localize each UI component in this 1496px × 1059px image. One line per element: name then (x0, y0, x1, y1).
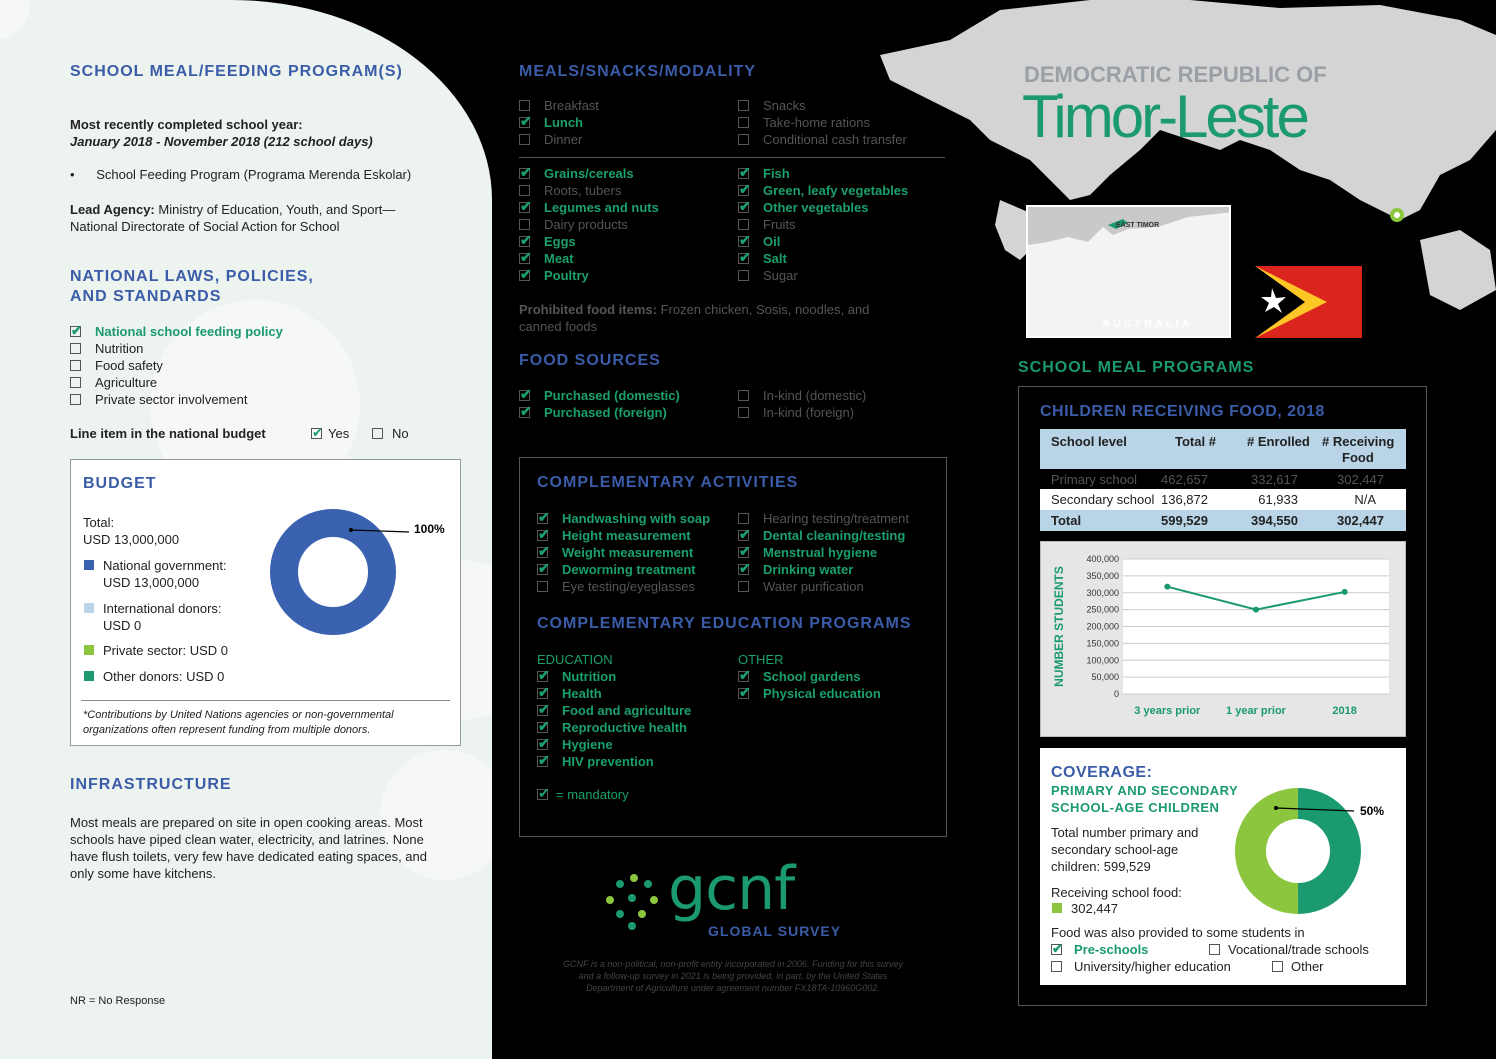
comp-label: Menstrual hygiene (763, 545, 878, 560)
edu-label: HIV prevention (562, 754, 654, 769)
intl-value: USD 0 (103, 618, 142, 633)
meal-label: Lunch (544, 115, 583, 130)
td: 462,657 (1161, 472, 1208, 487)
x-tick-label: 2018 (1332, 705, 1357, 717)
prohibited-text: canned foods (519, 319, 598, 334)
also-item (1209, 941, 1369, 958)
food-label: Eggs (544, 234, 576, 249)
checkbox-empty-icon (738, 117, 749, 128)
y-axis-label: NUMBER STUDENTS (1052, 566, 1066, 687)
checkbox-checked-icon (70, 326, 81, 337)
foods-col1 (519, 165, 659, 284)
comp-label: Dental cleaning/testing (763, 528, 906, 543)
y-tick-label: 200,000 (1086, 621, 1119, 632)
checkbox-checked-icon (738, 202, 749, 213)
comp-item (738, 578, 909, 595)
intl-label: International donors: (103, 601, 222, 616)
divider (81, 700, 450, 701)
food-label: Fish (763, 166, 790, 181)
food-label: Roots, tubers (544, 183, 622, 198)
checkbox-checked-icon (519, 202, 530, 213)
law-label: Private sector involvement (95, 392, 248, 407)
edu-col2 (738, 668, 881, 702)
checkbox-checked-icon (537, 564, 548, 575)
food-label: Other vegetables (763, 200, 869, 215)
budget-footnote (83, 708, 394, 738)
th-receiving: # Receiving (1322, 434, 1395, 449)
checkbox-checked-icon (738, 564, 749, 575)
food-label: Salt (763, 251, 787, 266)
edu-col1 (537, 668, 691, 770)
programs-title: SCHOOL MEAL PROGRAMS (1018, 359, 1255, 376)
coverage-sub1: PRIMARY AND SECONDARY (1051, 783, 1239, 798)
gcnf-logo-sub: GLOBAL SURVEY (708, 923, 842, 939)
line-chart-svg (1041, 542, 1407, 738)
coverage-box (1040, 748, 1406, 985)
coverage-pct: 50% (1360, 804, 1385, 818)
checkbox-checked-icon (537, 739, 548, 750)
source-item (738, 387, 866, 404)
checkbox-checked-icon (519, 270, 530, 281)
donut-leader-dot (349, 528, 353, 532)
y-tick-label: 350,000 (1086, 570, 1119, 581)
y-tick-label: 150,000 (1086, 638, 1119, 649)
receiving-swatch (1052, 903, 1062, 913)
meal-item (519, 114, 599, 131)
comp-item (537, 510, 710, 527)
edu-item (537, 736, 691, 753)
comp-item (738, 544, 909, 561)
footnote-line: organizations often represent funding from multiple donors. (83, 724, 371, 736)
checkbox-checked-icon (738, 547, 749, 558)
inset-label-australia: AUSTRALIA (1102, 318, 1193, 330)
edu-head-1: EDUCATION (537, 652, 613, 667)
edu-item (537, 668, 691, 685)
nr-note: NR = No Response (70, 995, 166, 1007)
checkbox-empty-icon (519, 134, 530, 145)
checkbox-empty-icon (738, 134, 749, 145)
law-label: Agriculture (95, 375, 158, 390)
checkbox-empty-icon (519, 185, 530, 196)
disclaimer (519, 958, 947, 994)
coverage-receiving-label: Receiving school food: (1051, 885, 1182, 900)
lead-agency-label: Lead Agency: (70, 202, 155, 217)
checkbox-checked-icon (537, 722, 548, 733)
law-label: National school feeding policy (95, 324, 283, 339)
coverage-total (1051, 824, 1198, 875)
source-label: Purchased (foreign) (544, 405, 667, 420)
prohibited-text: Frozen chicken, Sosis, noodles, and (656, 302, 870, 317)
checkbox-empty-icon (738, 219, 749, 230)
checkbox-checked-icon (519, 117, 530, 128)
th-food: Food (1342, 450, 1374, 465)
also-label: Pre-schools (1074, 942, 1149, 957)
edu-label: Nutrition (562, 669, 617, 684)
td: N/A (1354, 492, 1376, 507)
edu-item (537, 685, 691, 702)
food-label: Oil (763, 234, 781, 249)
budget-yes (311, 425, 349, 442)
checkbox-empty-icon (1051, 961, 1062, 972)
checkbox-checked-icon (537, 530, 548, 541)
footnote-line: *Contributions by United Nations agencies or non-governmental (83, 709, 394, 721)
checkbox-checked-icon (738, 185, 749, 196)
checkbox-checked-icon (738, 688, 749, 699)
edu-label: Health (562, 686, 602, 701)
table-row (1040, 469, 1406, 489)
coverage-title: COVERAGE: (1051, 764, 1153, 781)
coverage-donut (1230, 778, 1400, 918)
meal-label: Conditional cash transfer (763, 132, 907, 147)
school-year-value: January 2018 - November 2018 (212 school days) (70, 134, 373, 149)
yes-label: Yes (328, 426, 350, 441)
law-label: Nutrition (95, 341, 144, 356)
coverage-total-line: secondary school-age (1051, 842, 1179, 857)
th-total: Total # (1175, 434, 1216, 449)
edu-label: Hygiene (562, 737, 613, 752)
checkbox-empty-icon (372, 428, 383, 439)
disclaimer-line: Department of Agriculture under agreement number FX18TA-10960G002. (586, 983, 880, 993)
edu-label: Reproductive health (562, 720, 687, 735)
checkbox-empty-icon (1272, 961, 1283, 972)
gcnf-dots-icon (602, 870, 666, 934)
edu-title: COMPLEMENTARY EDUCATION PROGRAMS (537, 615, 912, 632)
data-point (1253, 607, 1259, 613)
checkbox-empty-icon (738, 513, 749, 524)
sources-col1 (519, 387, 680, 421)
enrollment-chart (1040, 541, 1406, 737)
edu-item (537, 753, 691, 770)
comp-item (738, 510, 909, 527)
budget-box (70, 459, 461, 746)
food-label: Meat (544, 251, 574, 266)
sources-title: FOOD SOURCES (519, 352, 661, 369)
infra-line: schools have piped clean water, electricity, and latrines. None (70, 832, 424, 847)
checkbox-checked-icon (738, 671, 749, 682)
disclaimer-line: GCNF is a non-political, non-profit entity incorporated in 2006. Funding for this survey (562, 959, 903, 969)
food-label: Poultry (544, 268, 589, 283)
x-tick-label: 1 year prior (1226, 705, 1286, 717)
table-header (1040, 429, 1406, 469)
infra-line: Most meals are prepared on site in open cooking areas. Most (70, 815, 423, 830)
mandatory-legend (537, 786, 629, 803)
checkbox-empty-icon (70, 377, 81, 388)
edu-head-2: OTHER (738, 652, 784, 667)
budget-total-value: USD 13,000,000 (83, 532, 180, 547)
comp-title: COMPLEMENTARY ACTIVITIES (537, 474, 799, 491)
food-label: Grains/cereals (544, 166, 634, 181)
checkbox-checked-icon (738, 253, 749, 264)
left-panel (0, 0, 492, 1059)
national-label: National government: (103, 558, 227, 573)
checkbox-checked-icon (537, 705, 548, 716)
food-label: Dairy products (544, 217, 628, 232)
also-item (1051, 941, 1148, 958)
country-prefix: DEMOCRATIC REPUBLIC OF (1024, 62, 1327, 87)
meals-title: MEALS/SNACKS/MODALITY (519, 63, 756, 80)
checkbox-checked-icon (519, 407, 530, 418)
x-tick-label: 3 years prior (1134, 705, 1201, 717)
programs-box (1018, 386, 1427, 1006)
prohibited (519, 301, 869, 335)
checkbox-empty-icon (70, 343, 81, 354)
data-point (1164, 584, 1170, 590)
budget-total-label: Total: (83, 515, 115, 530)
table-row (1040, 489, 1406, 510)
checkbox-empty-icon (738, 100, 749, 111)
th-enrolled: # Enrolled (1247, 434, 1310, 449)
coverage-total-line: Total number primary and (1051, 825, 1199, 840)
comp-label: Drinking water (763, 562, 854, 577)
checkbox-empty-icon (519, 100, 530, 111)
coverage-sub2: SCHOOL-AGE CHILDREN (1051, 800, 1220, 815)
comp-label: Water purification (763, 579, 864, 594)
y-tick-label: 100,000 (1086, 655, 1119, 666)
checkbox-checked-icon (537, 688, 548, 699)
meal-label: Dinner (544, 132, 583, 147)
school-year-label: Most recently completed school year: (70, 117, 303, 132)
comp-label: Deworming treatment (562, 562, 696, 577)
also-label: Other (1291, 959, 1324, 974)
budget-no (372, 425, 409, 442)
source-item (519, 404, 680, 421)
law-item (70, 391, 283, 408)
meal-label: Snacks (763, 98, 806, 113)
infra-line: only some have kitchens. (70, 866, 216, 881)
infra-text (70, 814, 427, 882)
national-value: USD 13,000,000 (103, 575, 200, 590)
edu-item (537, 719, 691, 736)
laws-list (70, 323, 283, 408)
meals-col1 (519, 97, 599, 148)
law-label: Food safety (95, 358, 163, 373)
comp-item (738, 527, 909, 544)
edu-label: Food and agriculture (562, 703, 692, 718)
td: Primary school (1051, 472, 1137, 487)
law-item (70, 357, 283, 374)
comp-col1 (537, 510, 710, 595)
coverage-total-line: children: 599,529 (1051, 859, 1151, 874)
also-label: University/higher education (1074, 959, 1231, 974)
checkbox-checked-icon (537, 789, 548, 800)
map-landmass (1420, 230, 1496, 310)
legend-swatch-other (84, 671, 94, 681)
children-table (1040, 429, 1406, 531)
checkbox-checked-icon (1051, 944, 1062, 955)
mandatory-label: = mandatory (556, 787, 629, 802)
meal-label: Breakfast (544, 98, 599, 113)
td: Secondary school (1051, 492, 1155, 507)
lead-agency (70, 201, 395, 218)
checkbox-checked-icon (537, 547, 548, 558)
laws-title-1: NATIONAL LAWS, POLICIES, (70, 268, 314, 285)
checkbox-empty-icon (537, 581, 548, 592)
edu-item (738, 668, 881, 685)
edu-item (537, 702, 691, 719)
food-item (519, 165, 659, 182)
data-point (1342, 589, 1348, 595)
legend-swatch-private (84, 645, 94, 655)
program-title: SCHOOL MEAL/FEEDING PROGRAM(S) (70, 63, 403, 80)
meal-item (519, 97, 599, 114)
y-tick-label: 0 (1113, 689, 1119, 699)
comp-label: Handwashing with soap (562, 511, 711, 526)
infra-line: have flush toilets, very few have dedicated eating spaces, and (70, 849, 427, 864)
also-label: Food was also provided to some students in (1051, 925, 1305, 940)
source-item (738, 404, 866, 421)
source-item (519, 387, 680, 404)
children-title: CHILDREN RECEIVING FOOD, 2018 (1040, 403, 1325, 420)
comp-label: Height measurement (562, 528, 691, 543)
checkbox-checked-icon (738, 236, 749, 247)
budget-donut-ring (284, 523, 382, 621)
comp-item (537, 544, 710, 561)
y-tick-label: 250,000 (1086, 604, 1119, 615)
checkbox-empty-icon (738, 390, 749, 401)
other-label: Other donors: USD 0 (103, 669, 225, 684)
legend-swatch-intl (84, 603, 94, 613)
infra-title: INFRASTRUCTURE (70, 776, 232, 793)
food-label: Fruits (763, 217, 796, 232)
budget-donut (261, 505, 451, 640)
checkbox-empty-icon (738, 581, 749, 592)
inset-label-timor: EAST TIMOR (1116, 222, 1160, 229)
budget-line-label: Line item in the national budget (70, 426, 266, 441)
food-item (519, 199, 659, 216)
edu-label: Physical education (763, 686, 881, 701)
location-marker-dot (1394, 212, 1400, 218)
checkbox-empty-icon (1209, 944, 1220, 955)
also-item (1272, 958, 1324, 975)
disclaimer-line: and a follow-up survey in 2021 is being provided, in part, by the United States (578, 971, 888, 981)
comp-col2 (738, 510, 909, 595)
also-label: Vocational/trade schools (1228, 942, 1369, 957)
td: 302,447 (1337, 513, 1384, 528)
food-label: Green, leafy vegetables (763, 183, 909, 198)
edu-item (738, 685, 881, 702)
private-label: Private sector: USD 0 (103, 643, 228, 658)
food-label: Legumes and nuts (544, 200, 659, 215)
checkbox-checked-icon (537, 513, 548, 524)
checkbox-checked-icon (519, 253, 530, 264)
lead-agency-line2: National Directorate of Social Action for School (70, 219, 340, 234)
comp-item (537, 527, 710, 544)
food-item (519, 250, 659, 267)
decor-circle (0, 0, 30, 40)
comp-item (537, 561, 710, 578)
laws-title-2: AND STANDARDS (70, 288, 222, 305)
sources-col2 (738, 387, 866, 421)
legend-swatch-national (84, 560, 94, 570)
checkbox-empty-icon (70, 360, 81, 371)
checkbox-checked-icon (738, 168, 749, 179)
checkbox-checked-icon (311, 428, 322, 439)
edu-label: School gardens (763, 669, 861, 684)
prohibited-label: Prohibited food items: (519, 302, 657, 317)
food-item (519, 267, 659, 284)
donut-leader-dot (1274, 806, 1278, 810)
meal-item (519, 131, 599, 148)
comp-item (537, 578, 710, 595)
checkbox-empty-icon (738, 407, 749, 418)
also-item (1051, 958, 1231, 975)
y-tick-label: 300,000 (1086, 587, 1119, 598)
budget-pct: 100% (414, 522, 445, 536)
source-label: Purchased (domestic) (544, 388, 680, 403)
timor-leste-flag-icon (1255, 266, 1362, 338)
no-label: No (392, 426, 409, 441)
td: 394,550 (1251, 513, 1298, 528)
food-item (519, 182, 659, 199)
donut-hole (1266, 819, 1330, 883)
td: Total (1051, 513, 1082, 528)
complementary-box (519, 457, 947, 837)
th-level: School level (1051, 434, 1127, 449)
law-item (70, 340, 283, 357)
food-label: Sugar (763, 268, 798, 283)
lead-agency-line1: Ministry of Education, Youth, and Sport— (154, 202, 396, 217)
checkbox-checked-icon (537, 671, 548, 682)
coverage-receiving-value: 302,447 (1071, 901, 1118, 916)
checkbox-checked-icon (519, 390, 530, 401)
checkbox-empty-icon (70, 394, 81, 405)
comp-label: Hearing testing/treatment (763, 511, 909, 526)
food-item (519, 233, 659, 250)
law-item (70, 374, 283, 391)
td: 61,933 (1258, 492, 1298, 507)
comp-item (738, 561, 909, 578)
law-item (70, 323, 283, 340)
y-tick-label: 400,000 (1086, 554, 1119, 564)
td: 599,529 (1161, 513, 1208, 528)
budget-title: BUDGET (83, 475, 157, 492)
table-row (1040, 510, 1406, 531)
comp-label: Weight measurement (562, 545, 694, 560)
inset-map (1026, 205, 1231, 338)
country-name: Timor-Leste (1022, 83, 1307, 150)
source-label: In-kind (foreign) (763, 405, 855, 420)
td: 332,617 (1251, 472, 1298, 487)
y-tick-label: 50,000 (1091, 672, 1119, 683)
source-label: In-kind (domestic) (763, 388, 867, 403)
checkbox-checked-icon (519, 168, 530, 179)
gcnf-logo-text: gcnf (668, 854, 795, 924)
checkbox-empty-icon (738, 270, 749, 281)
checkbox-checked-icon (537, 756, 548, 767)
comp-label: Eye testing/eyeglasses (562, 579, 695, 594)
bullet-icon: • (70, 167, 75, 182)
program-bullet-row (70, 166, 411, 183)
checkbox-checked-icon (738, 530, 749, 541)
program-bullet: School Feeding Program (Programa Merenda Eskolar) (96, 167, 412, 182)
checkbox-checked-icon (519, 236, 530, 247)
td: 136,872 (1161, 492, 1208, 507)
td: 302,447 (1337, 472, 1384, 487)
meal-label: Take-home rations (763, 115, 870, 130)
checkbox-empty-icon (519, 219, 530, 230)
food-item (519, 216, 659, 233)
